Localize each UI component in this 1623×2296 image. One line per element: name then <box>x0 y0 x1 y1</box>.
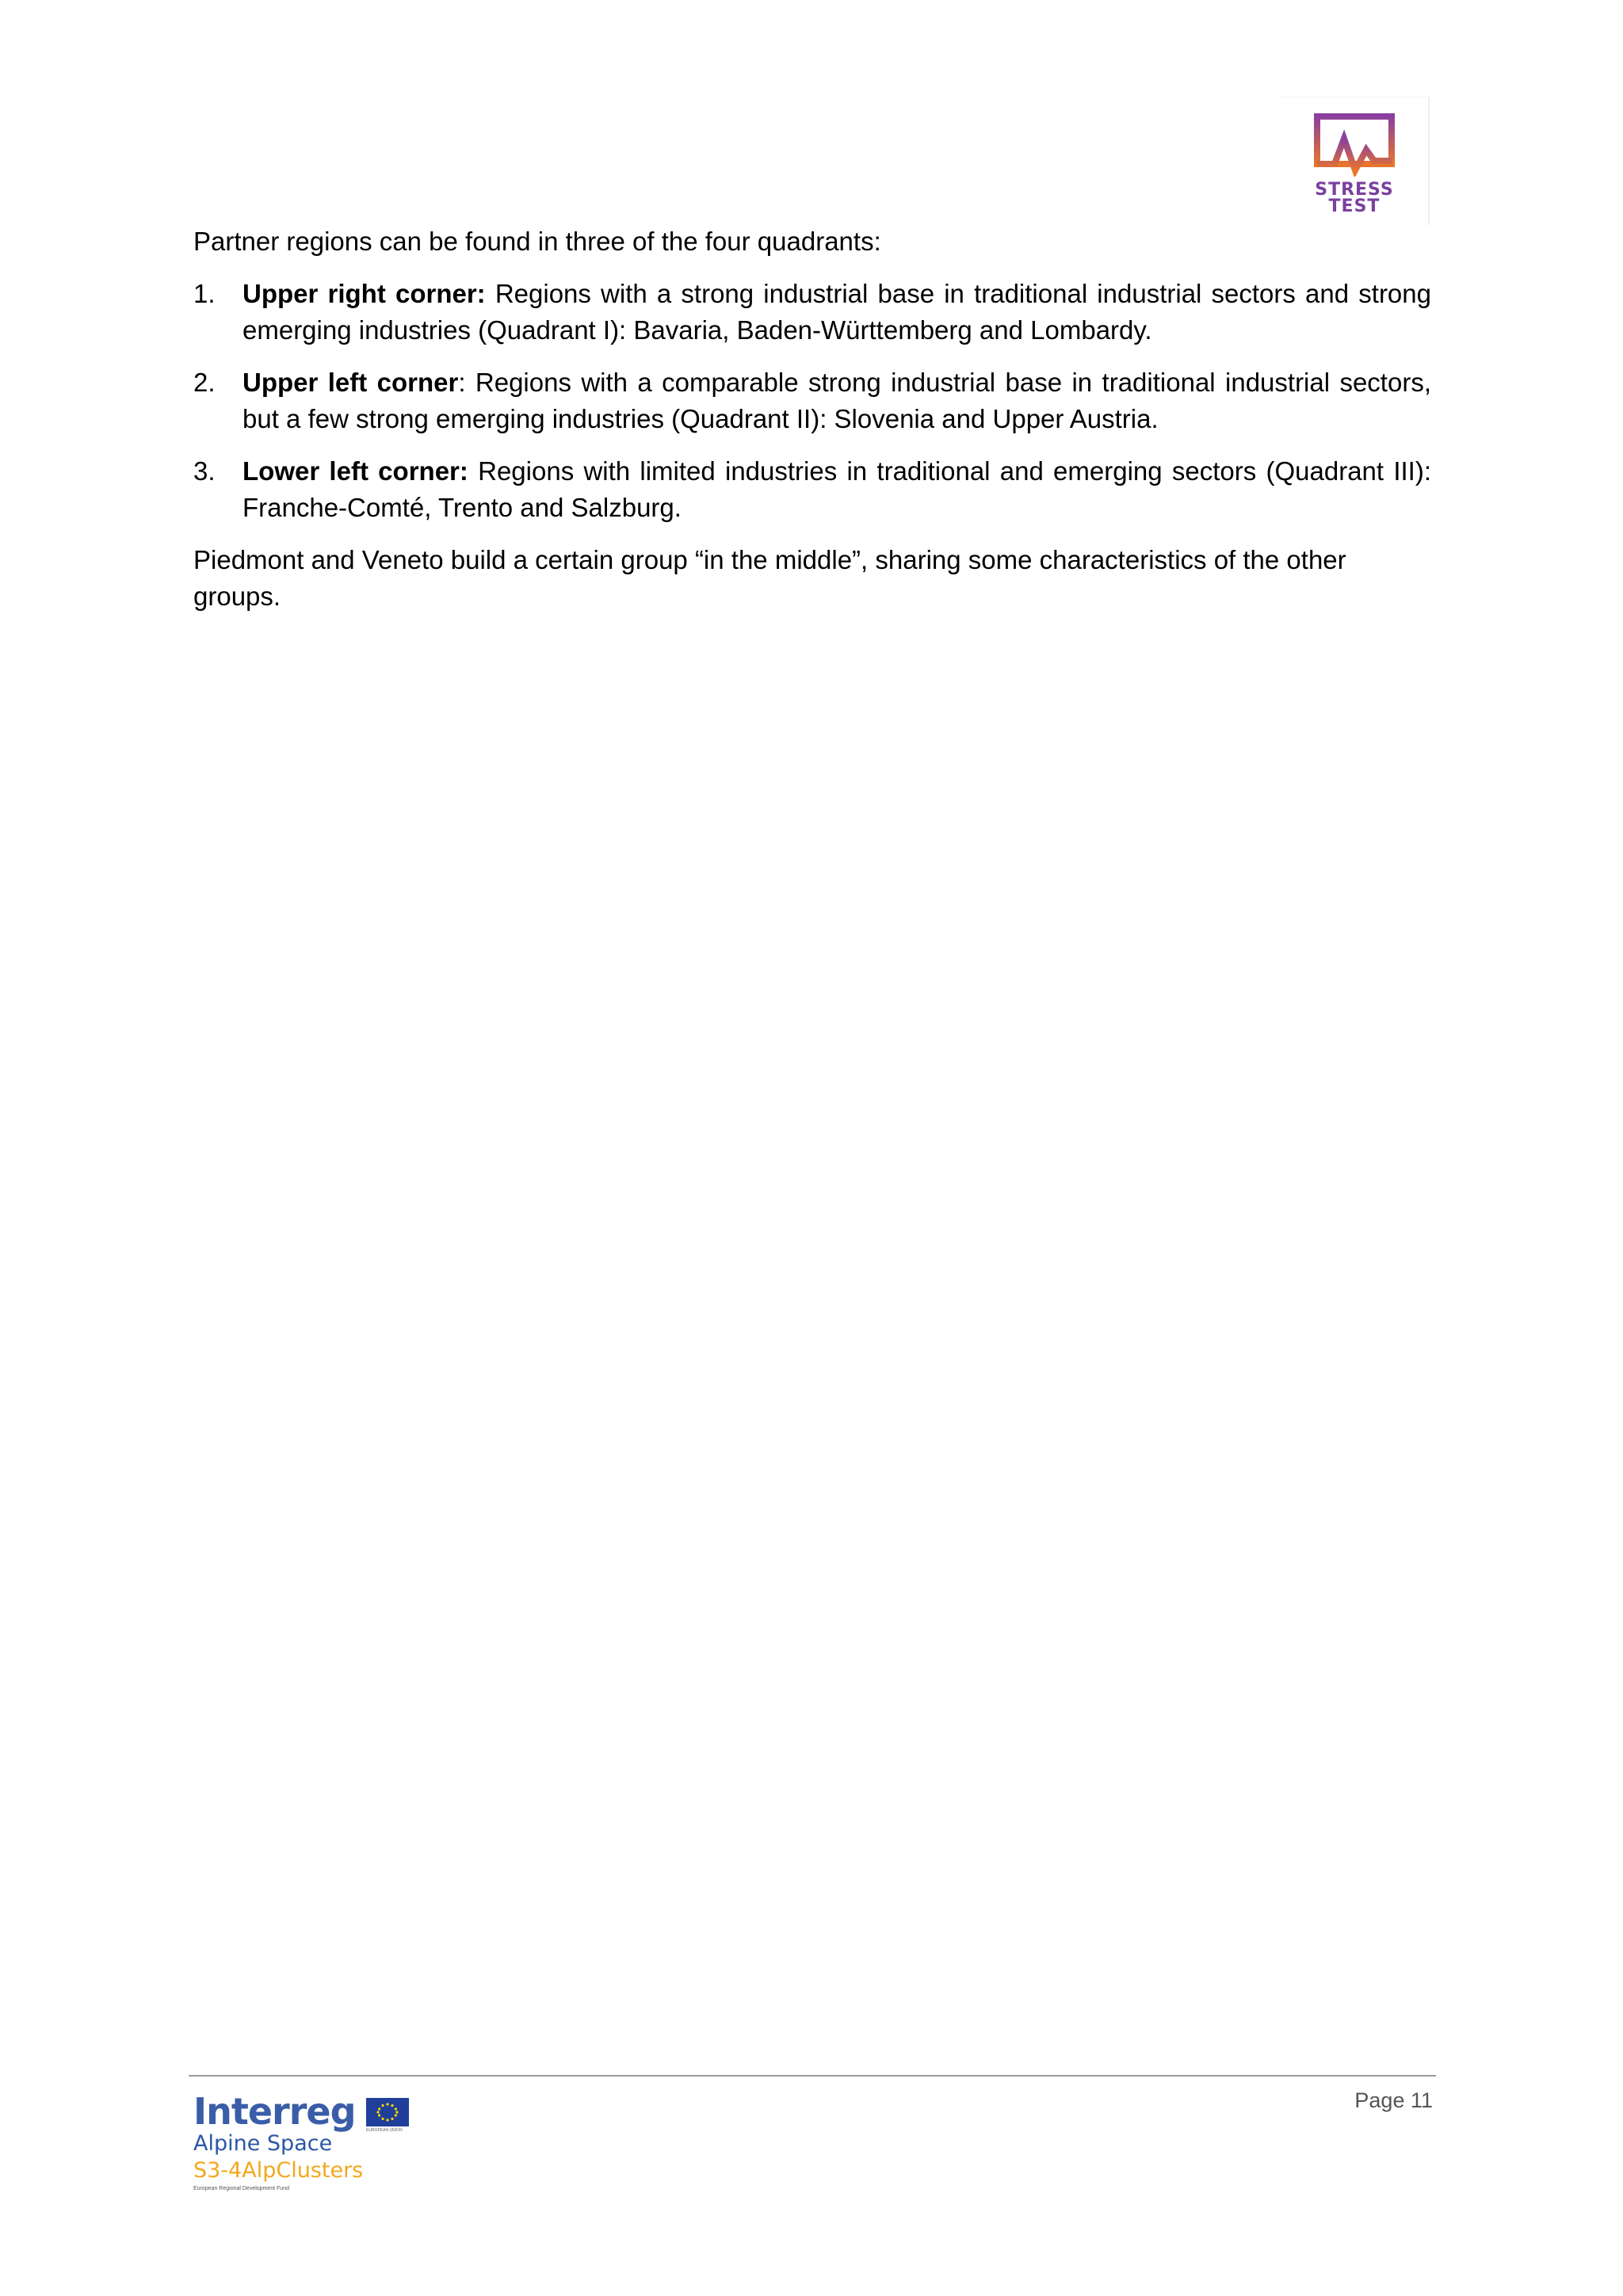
list-item <box>193 364 1431 437</box>
interreg-logo <box>193 2092 415 2195</box>
project-wordmark: S3-4AlpClusters <box>193 2158 364 2183</box>
interreg-wordmark: Interreg <box>193 2090 356 2133</box>
list-number: 1. <box>193 279 216 308</box>
intro-paragraph: Partner regions can be found in three of the four quadrants: <box>193 227 881 256</box>
document-body <box>193 223 1431 615</box>
eu-flag-icon <box>366 2098 409 2126</box>
list-number: 2. <box>193 368 216 397</box>
list-item <box>193 276 1431 349</box>
list-item-lead: Upper left corner <box>242 368 459 397</box>
list-item-lead: Lower left corner: <box>242 456 468 486</box>
closing-paragraph: Piedmont and Veneto build a certain group “in the middle”, sharing some characteristics of the other groups. <box>193 545 1346 611</box>
alpine-space-wordmark: Alpine Space <box>193 2131 333 2156</box>
footer-divider <box>189 2075 1436 2077</box>
list-item-text: : Regions with a comparable strong industrial base in traditional industrial sectors, but a few strong emerging industries (Quadrant II): Slovenia and Upper Austria. <box>242 368 1431 433</box>
list-item <box>193 453 1431 526</box>
list-item-lead: Upper right corner: <box>242 279 486 308</box>
eu-caption: EUROPEAN UNION <box>366 2128 403 2133</box>
stress-test-logo <box>1279 97 1430 225</box>
stress-test-logo-icon <box>1311 112 1398 177</box>
logo-line-1: STRESS <box>1315 180 1394 200</box>
list-item-text: Regions with limited industries in traditional and emerging sectors (Quadrant III): Franche-Comté, Trento and Salzburg. <box>242 456 1431 522</box>
page-number: Page 11 <box>1354 2088 1433 2112</box>
fund-caption: European Regional Development Fund <box>193 2186 290 2191</box>
quadrant-list <box>193 276 1431 526</box>
logo-line-2: TEST <box>1328 196 1381 216</box>
list-item-text: Regions with a strong industrial base in traditional industrial sectors and strong emerging industries (Quadrant I): Bavaria, Baden-Württemberg and Lombardy. <box>242 279 1431 345</box>
list-number: 3. <box>193 456 216 486</box>
